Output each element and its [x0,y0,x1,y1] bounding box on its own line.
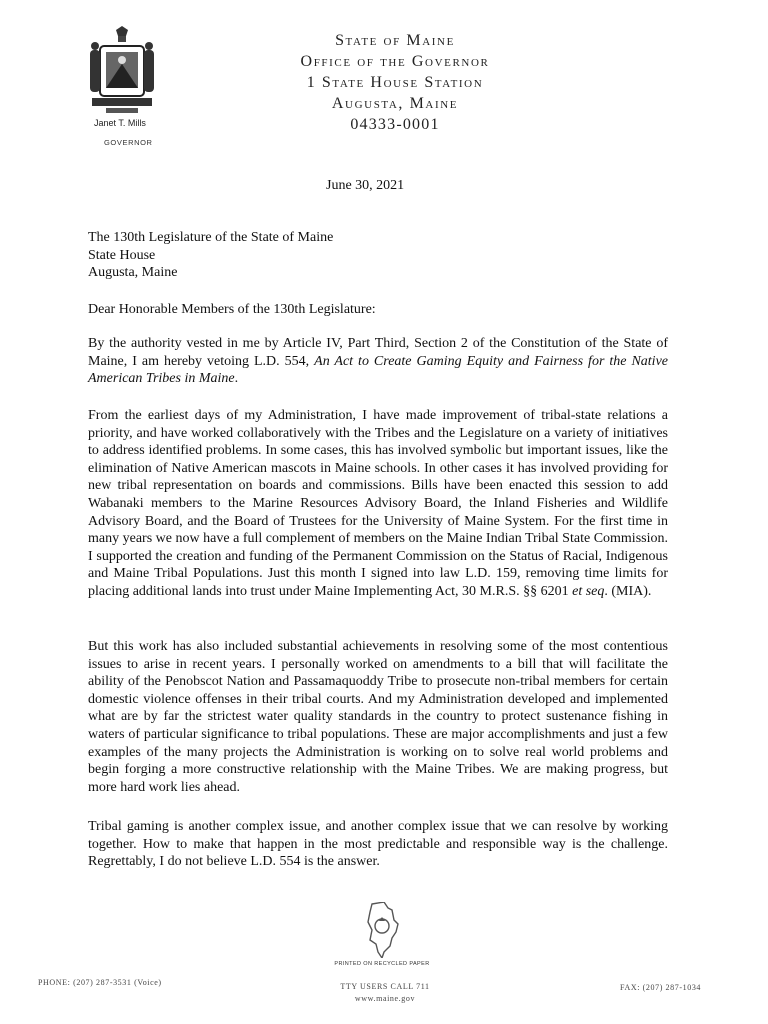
letterhead-line2: Office of the Governor [300,53,490,70]
recipient-line1: The 130th Legislature of the State of Maine [88,230,334,245]
paragraph-veto [88,335,668,388]
recycled-paper-note: PRINTED ON RECYCLED PAPER [334,961,430,967]
paragraph-relations [88,407,668,601]
paragraph-relations-end: . (MIA). [604,583,652,599]
footer-website[interactable]: www.maine.gov [354,994,416,1003]
recipient-line3: Augusta, Maine [88,265,178,280]
footer-phone: PHONE: (207) 287-3531 (Voice) [38,978,162,987]
governor-name: Janet T. Mills [94,118,146,128]
governor-title: GOVERNOR [104,138,153,147]
letterhead-line1: State of Maine [335,32,455,49]
letterhead-line3: 1 State House Station [306,74,484,91]
paragraph-veto-text: By the authority vested in me by Article IV, Part Third, Section 2 of the Constitution of the State of Maine, I am hereby vetoing L.D. 554, [88,336,668,369]
paragraph-gaming: Tribal gaming is another complex issue, and another complex issue that we can resolve by working together. How to make that happen in the most predictable and responsible way is the challenge. Regrettably, I do not believe L.D. 554 is the answer. [88,819,668,870]
footer-center [300,981,470,1005]
footer-tty: TTY USERS CALL 711 [340,982,430,991]
et-seq: et seq [572,583,605,599]
letter-date: June 30, 2021 [326,178,405,193]
state-seal-icon [86,26,158,116]
recipient-line2: State House [88,247,156,263]
bill-title: An Act to Create Gaming Equity and Fairness for the Native American Tribes in Maine [88,353,668,387]
salutation: Dear Honorable Members of the 130th Legislature: [88,302,376,317]
letterhead-zip: 04333-0001 [350,116,440,133]
paragraph-veto-end: . [234,371,239,387]
letterhead-address [250,30,540,135]
footer-fax: FAX: (207) 287-1034 [620,983,702,992]
recipient-address [88,229,333,282]
letterhead-line4: Augusta, Maine [331,95,459,112]
paragraph-achievements: But this work has also included substantial achievements in resolving some of the most contentious issues to arise in recent years. I personally worked on amendments to a bill that will facilitate the ability of the Penobscot Nation and Passamaquoddy Tribe to prosecute non-tribal members for certain domestic violence offenses in their tribal courts. And my Administration developed and implemented what are by far the strictest water quality standards in the country to protect sustenance fishing in waters of particular significance to tribal populations. These are major accomplishments and just a few examples of the many projects the Administration is working on to solve real world problems and begin forging a more constructive relationship with the Maine Tribes. We are making progress, but more hard work lies ahead. [88,639,668,795]
paragraph-relations-text: From the earliest days of my Administration, I have made improvement of tribal-state relations a priority, and have worked collaboratively with the Tribes and the Legislature on a variety of initiatives to address identified problems. In some cases, this has involved symbolic but important issues, like the elimination of Native American mascots in Maine schools. In other cases it has involved providing for new tribal representation on boards and commissions. Bills have been enacted this session to add Wabanaki members to the Marine Resources Advisory Board, the Inland Fisheries and Wildlife Advisory Board, and the Board of Trustees for the University of Maine System. For the first time in many years we now have a full complement of members on the Maine Indian Tribal State Commission. I supported the creation and funding of the Permanent Commission on the Status of Racial, Indigenous and Maine Tribal Populations. Just this month I signed into law L.D. 159, removing time limits for placing additional lands into trust under Maine Implementing Act, 30 M.R.S. §§ 6201 [88,408,668,599]
recycled-maine-icon [362,902,402,958]
